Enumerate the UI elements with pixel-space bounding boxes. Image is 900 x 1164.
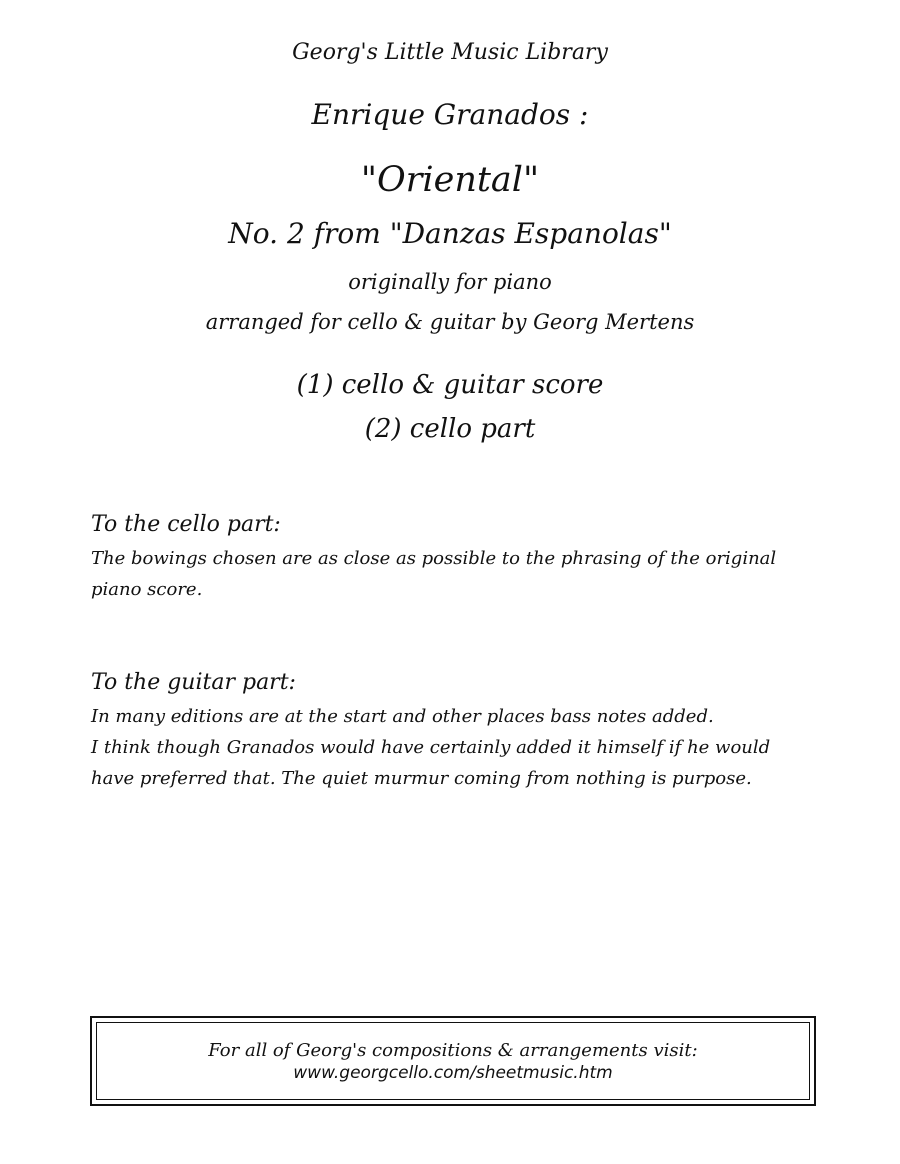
guitar-note-line: I think though Granados would have certainly added it himself if he would bbox=[91, 737, 771, 758]
piece-title: "Oriental" bbox=[360, 160, 540, 200]
contents-item-score: (1) cello & guitar score bbox=[296, 370, 604, 400]
composer: Enrique Granados : bbox=[311, 98, 589, 131]
cello-note-line: piano score. bbox=[91, 579, 203, 600]
footer-url-link[interactable]: www.georgcello.com/sheetmusic.htm bbox=[293, 1062, 613, 1083]
piece-subtitle: No. 2 from "Danzas Espanolas" bbox=[228, 217, 672, 250]
original-instrument: originally for piano bbox=[348, 270, 552, 294]
guitar-note-line: have preferred that. The quiet murmur coming from nothing is purpose. bbox=[91, 768, 752, 789]
guitar-note-heading: To the guitar part: bbox=[91, 670, 296, 695]
footer-visit-text: For all of Georg's compositions & arrangements visit: bbox=[208, 1039, 698, 1061]
library-name: Georg's Little Music Library bbox=[292, 40, 608, 65]
guitar-note bbox=[91, 670, 831, 794]
arrangement-credit: arranged for cello & guitar by Georg Mertens bbox=[205, 310, 695, 334]
footer-inner-frame bbox=[96, 1022, 810, 1100]
contents-item-part: (2) cello part bbox=[364, 414, 536, 444]
guitar-note-line: In many editions are at the start and other places bass notes added. bbox=[91, 706, 714, 727]
cello-note bbox=[91, 512, 831, 605]
footer-box bbox=[90, 1016, 816, 1106]
cello-note-heading: To the cello part: bbox=[91, 512, 281, 537]
cello-note-line: The bowings chosen are as close as possible to the phrasing of the original bbox=[91, 548, 777, 569]
